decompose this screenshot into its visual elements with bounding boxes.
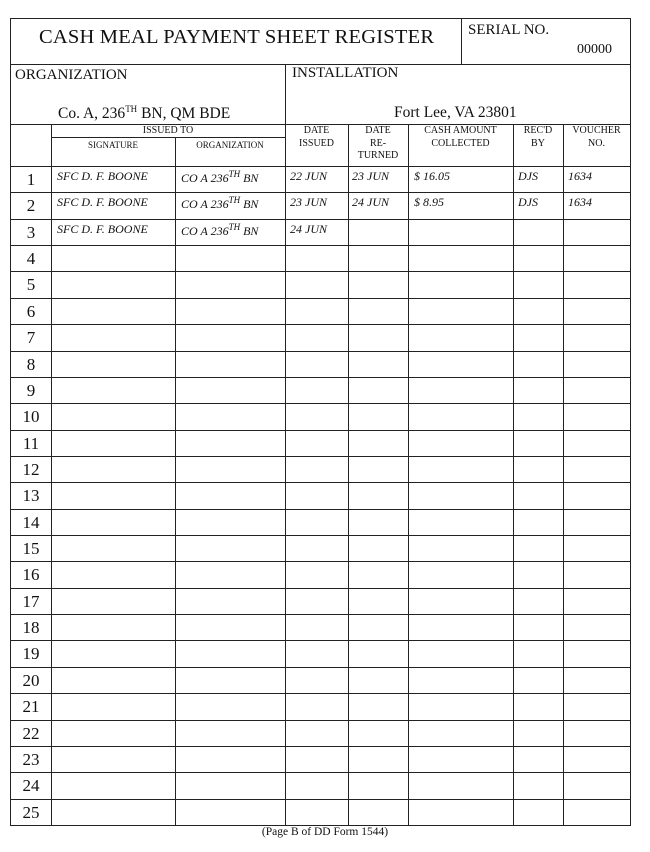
row-number: 16 bbox=[22, 565, 40, 585]
row-number: 13 bbox=[22, 486, 40, 506]
grid-line bbox=[11, 640, 630, 641]
row-number: 17 bbox=[22, 591, 40, 611]
entry-date-returned: 23 JUN bbox=[352, 169, 389, 183]
grid-line bbox=[11, 693, 630, 694]
col-head-organization: ORGANIZATION bbox=[196, 140, 264, 150]
grid-line bbox=[11, 614, 630, 615]
row-number: 2 bbox=[26, 196, 36, 216]
row-number: 14 bbox=[22, 512, 40, 532]
row-number: 20 bbox=[22, 670, 40, 690]
entry-signature: SFC D. F. BOONE bbox=[57, 169, 148, 183]
entry-signature: SFC D. F. BOONE bbox=[57, 195, 148, 210]
col-head-signature: SIGNATURE bbox=[87, 140, 138, 150]
row-number: 12 bbox=[22, 459, 40, 479]
grid-line bbox=[11, 799, 630, 800]
row-number: 3 bbox=[26, 222, 36, 242]
col-head-date-returned: DATE RE- TURNED bbox=[357, 125, 399, 161]
grid-line bbox=[11, 535, 630, 536]
row-number: 5 bbox=[26, 275, 36, 295]
entry-voucher: 1634 bbox=[568, 169, 592, 183]
installation-value: Fort Lee, VA 23801 bbox=[394, 104, 517, 121]
organization-label: ORGANIZATION bbox=[15, 67, 128, 83]
row-number: 7 bbox=[26, 328, 36, 348]
entry-date-returned: 24 JUN bbox=[352, 195, 389, 210]
row-number: 21 bbox=[22, 697, 40, 717]
entry-recd-by: DJS bbox=[518, 169, 538, 183]
serial-number-label: SERIAL NO. bbox=[468, 22, 550, 38]
grid-line bbox=[11, 430, 630, 431]
register-table bbox=[11, 124, 630, 825]
grid-line bbox=[11, 403, 630, 404]
grid-line bbox=[11, 219, 630, 220]
row-number: 18 bbox=[22, 618, 40, 638]
grid-line bbox=[11, 245, 630, 246]
col-head-date-issued: DATE ISSUED bbox=[298, 125, 334, 149]
row-number: 23 bbox=[22, 749, 40, 769]
col-head-cash-collected: CASH AMOUNT COLLECTED bbox=[424, 125, 497, 149]
row-number: 6 bbox=[26, 301, 36, 321]
register-form bbox=[10, 18, 631, 826]
row-number: 9 bbox=[26, 380, 36, 400]
form-title: CASH MEAL PAYMENT SHEET REGISTER bbox=[39, 26, 435, 48]
row-number: 22 bbox=[22, 723, 40, 743]
grid-line bbox=[11, 720, 630, 721]
organization-cell bbox=[11, 64, 286, 124]
row-number: 24 bbox=[22, 776, 40, 796]
grid-line bbox=[175, 137, 176, 825]
grid-line bbox=[11, 667, 630, 668]
grid-line bbox=[11, 351, 630, 352]
row-number: 25 bbox=[22, 802, 40, 822]
grid-line bbox=[11, 298, 630, 299]
entry-voucher: 1634 bbox=[568, 195, 592, 210]
form-header bbox=[11, 19, 630, 65]
grid-line bbox=[51, 137, 285, 138]
entry-cash: $ 8.95 bbox=[414, 195, 444, 210]
entry-date-issued: 24 JUN bbox=[290, 221, 327, 236]
entry-date-issued: 22 JUN bbox=[290, 169, 327, 183]
form-footer: (Page B of DD Form 1544) bbox=[261, 826, 389, 838]
entry-organization: CO A 236TH BN bbox=[181, 221, 259, 238]
installation-label: INSTALLATION bbox=[292, 65, 399, 81]
grid-line bbox=[11, 588, 630, 589]
grid-line bbox=[11, 561, 630, 562]
col-head-issued-to: ISSUED TO bbox=[142, 125, 194, 136]
row-number: 11 bbox=[22, 433, 40, 453]
row-number: 10 bbox=[22, 407, 40, 427]
serial-number-value: 00000 bbox=[577, 42, 612, 57]
row-number: 15 bbox=[22, 539, 40, 559]
entry-date-issued: 23 JUN bbox=[290, 195, 327, 210]
organization-value: Co. A, 236TH BN, QM BDE bbox=[58, 104, 231, 123]
grid-line bbox=[11, 746, 630, 747]
serial-number-box bbox=[461, 19, 632, 64]
grid-line bbox=[11, 377, 630, 378]
grid-line bbox=[11, 192, 630, 193]
entry-organization: CO A 236TH BN bbox=[181, 169, 259, 185]
grid-line bbox=[11, 772, 630, 773]
grid-line bbox=[11, 509, 630, 510]
row-number: 1 bbox=[26, 170, 36, 189]
grid-line bbox=[11, 271, 630, 272]
entry-organization: CO A 236TH BN bbox=[181, 195, 259, 212]
entry-recd-by: DJS bbox=[518, 195, 538, 210]
grid-line bbox=[11, 482, 630, 483]
grid-line bbox=[11, 324, 630, 325]
organization-installation-row bbox=[11, 64, 630, 125]
grid-line bbox=[11, 166, 630, 167]
row-number: 19 bbox=[22, 644, 40, 664]
entry-cash: $ 16.05 bbox=[414, 169, 450, 183]
row-number: 4 bbox=[26, 249, 36, 269]
col-head-voucher-no: VOUCHER NO. bbox=[572, 125, 621, 149]
entry-signature: SFC D. F. BOONE bbox=[57, 221, 148, 236]
grid-line bbox=[11, 456, 630, 457]
row-number: 8 bbox=[26, 354, 36, 374]
col-head-recd-by: REC'D BY bbox=[523, 125, 553, 149]
